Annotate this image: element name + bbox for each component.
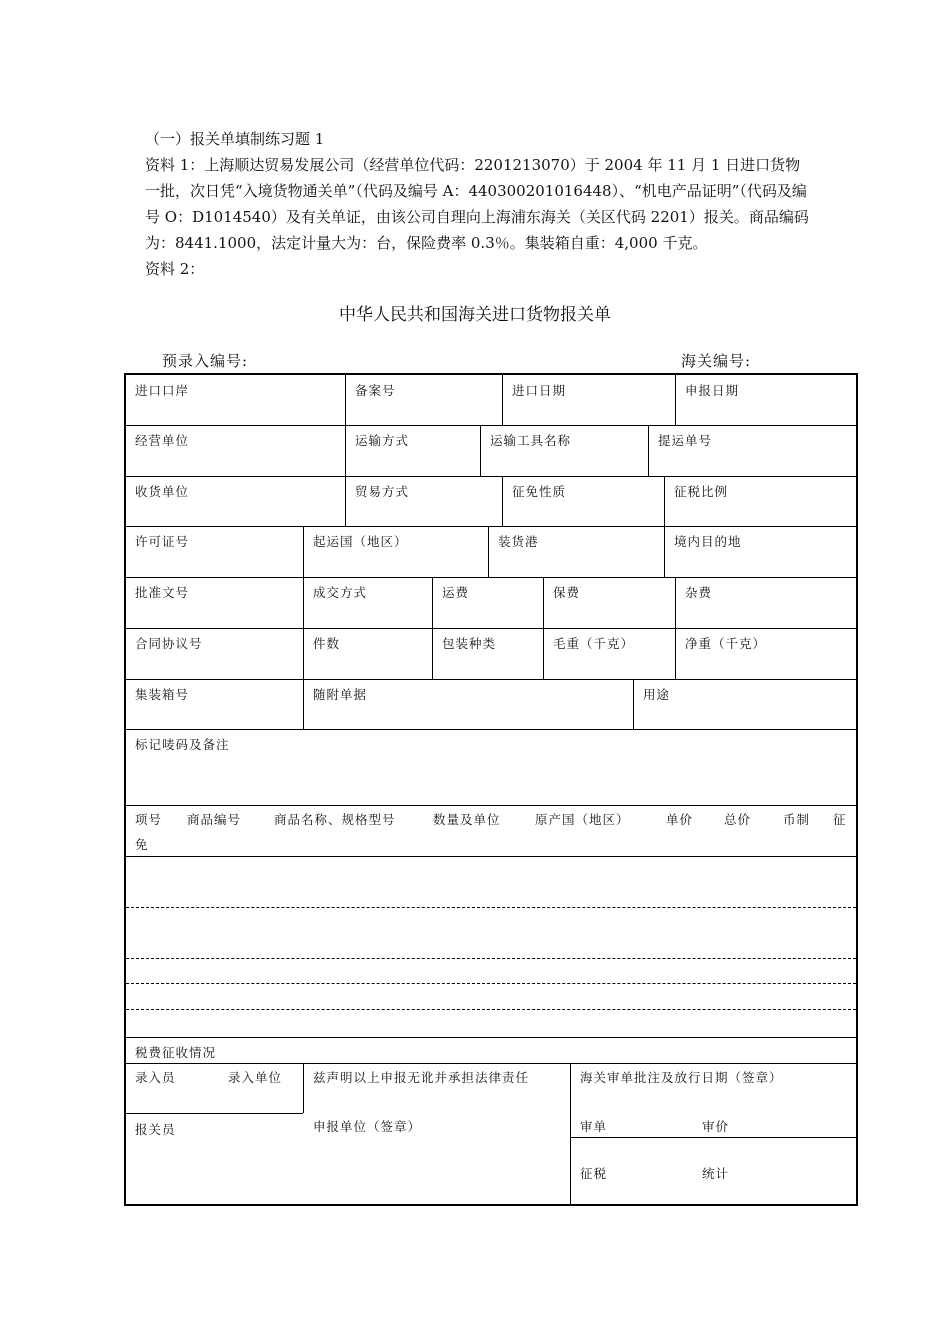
pricing-label: 审价 [702, 1119, 730, 1134]
col-divider [543, 628, 544, 679]
row-divider [126, 1037, 856, 1038]
col-divider [543, 577, 544, 628]
domestic-destination-label: 境内目的地 [674, 534, 742, 549]
review-label: 审单 [580, 1119, 608, 1134]
tax-collection-label: 税费征收情况 [135, 1045, 217, 1060]
insurance-label: 保费 [553, 585, 581, 600]
transport-mode-label: 运输方式 [355, 433, 410, 448]
trade-mode-label: 贸易方式 [355, 484, 410, 499]
col-divider [480, 425, 481, 476]
entry-unit-label: 录入单位 [228, 1070, 283, 1085]
attached-documents-label: 随附单据 [313, 687, 368, 702]
operating-unit-label: 经营单位 [135, 433, 190, 448]
currency-header: 币制 [783, 812, 811, 827]
material-2: 资料 2： [145, 260, 205, 278]
exercise-heading: （一）报关单填制练习题 1 [145, 130, 325, 148]
col-divider [664, 476, 665, 526]
approval-number-label: 批准文号 [135, 585, 190, 600]
exemption-nature-label: 征免性质 [512, 484, 567, 499]
total-price-header: 总价 [724, 812, 752, 827]
col-divider [502, 476, 503, 526]
taxation-label: 征税 [580, 1166, 608, 1181]
commodity-code-header: 商品编号 [187, 812, 242, 827]
col-divider [303, 628, 304, 679]
form-title: 中华人民共和国海关进口货物报关单 [339, 305, 611, 325]
col-divider [502, 375, 503, 425]
col-divider [675, 628, 676, 679]
statistics-label: 统计 [702, 1166, 730, 1181]
tax-ratio-label: 征税比例 [674, 484, 729, 499]
col-divider [432, 628, 433, 679]
consignee-label: 收货单位 [135, 484, 190, 499]
col-divider [675, 577, 676, 628]
customs-approval-label: 海关审单批注及放行日期（签章） [580, 1070, 783, 1085]
miscellaneous-fee-label: 杂费 [685, 585, 713, 600]
import-date-label: 进口日期 [512, 383, 567, 398]
goods-line [126, 958, 856, 959]
transaction-method-label: 成交方式 [313, 585, 368, 600]
record-number-label: 备案号 [355, 383, 396, 398]
container-number-label: 集装箱号 [135, 687, 190, 702]
goods-line [126, 1009, 856, 1010]
col-divider [675, 375, 676, 425]
intro-text [145, 126, 815, 282]
remarks-label: 标记唛码及备注 [135, 737, 230, 752]
license-number-label: 许可证号 [135, 534, 190, 549]
col-divider [303, 1063, 304, 1113]
row-divider [126, 577, 856, 578]
vessel-name-label: 运输工具名称 [490, 433, 572, 448]
col-divider [345, 375, 346, 425]
gross-weight-label: 毛重（千克） [553, 636, 635, 651]
col-divider [488, 526, 489, 577]
goods-line [126, 907, 856, 908]
declaration-date-label: 申报日期 [685, 383, 740, 398]
usage-label: 用途 [643, 687, 671, 702]
pre-entry-number-label: 预录入编号: [162, 352, 249, 370]
col-divider [345, 425, 346, 476]
row-divider [570, 1137, 856, 1138]
col-divider [432, 577, 433, 628]
col-divider [303, 577, 304, 628]
material-1: 资料 1：上海顺达贸易发展公司（经营单位代码：2201213070）于 2004 年 11 月 1 日进口货物一批，次日凭“入境货物通关单”（代码及编号 A：440300201016448）、“机电产品证明”（代码及编号 O：D1014540）及有关单证，由该公司自理向上海浦东海关（关区代码 2201）报关。商品编码为：8441.1000，法定计量大为：台，保险费率 0.3％。集装箱自重：4,000 千克。 [145, 156, 809, 252]
customs-declaration-form [124, 373, 858, 1206]
row-divider [126, 425, 856, 426]
quantity-unit-header: 数量及单位 [433, 812, 501, 827]
col-divider [570, 1063, 571, 1206]
row-divider [126, 679, 856, 680]
row-divider [126, 1113, 303, 1114]
row-divider [126, 1063, 856, 1064]
declaration-statement: 兹声明以上申报无讹并承担法律责任 [313, 1070, 530, 1085]
col-divider [303, 679, 304, 729]
row-divider [126, 856, 856, 857]
commodity-name-header: 商品名称、规格型号 [274, 812, 396, 827]
origin-country-header: 原产国（地区） [535, 812, 630, 827]
row-divider [126, 476, 856, 477]
row-divider [126, 729, 856, 730]
packing-type-label: 包装种类 [442, 636, 497, 651]
departure-country-label: 起运国（地区） [313, 534, 408, 549]
row-divider [126, 805, 856, 806]
col-divider [664, 526, 665, 577]
loading-port-label: 装货港 [498, 534, 539, 549]
goods-line [126, 983, 856, 984]
freight-label: 运费 [442, 585, 470, 600]
customs-number-label: 海关编号: [681, 352, 752, 370]
declarant-label: 报关员 [135, 1122, 176, 1137]
packages-count-label: 件数 [313, 636, 341, 651]
col-divider [303, 526, 304, 577]
net-weight-label: 净重（千克） [685, 636, 767, 651]
import-port-label: 进口口岸 [135, 383, 190, 398]
col-divider [648, 425, 649, 476]
bill-of-lading-label: 提运单号 [658, 433, 713, 448]
entry-clerk-label: 录入员 [135, 1070, 176, 1085]
row-divider [126, 628, 856, 629]
col-divider [345, 476, 346, 526]
item-number-header: 项号 [135, 812, 163, 827]
exemption-header-wrap: 免 [135, 837, 149, 852]
row-divider [126, 526, 856, 527]
exemption-header: 征 [833, 812, 847, 827]
col-divider [633, 679, 634, 729]
contract-number-label: 合同协议号 [135, 636, 203, 651]
unit-price-header: 单价 [666, 812, 694, 827]
declaring-unit-label: 申报单位（签章） [313, 1119, 422, 1134]
